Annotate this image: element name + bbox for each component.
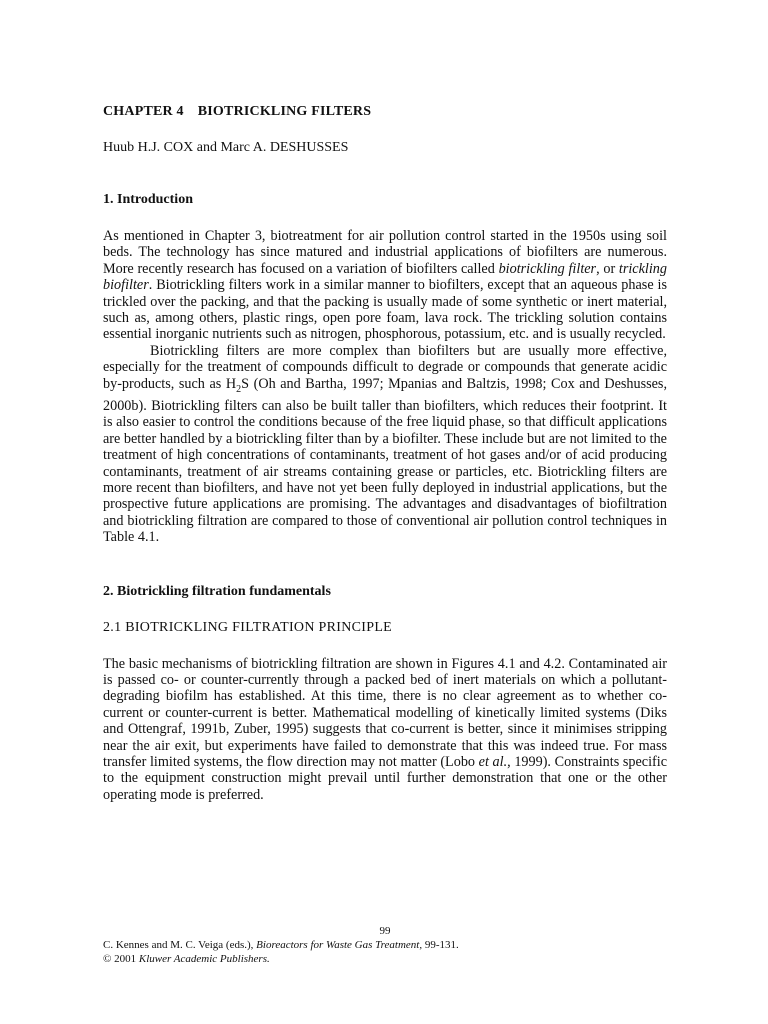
- page-number: 99: [379, 925, 391, 937]
- page-footer: [103, 924, 667, 966]
- section-heading-introduction: 1. Introduction: [103, 192, 193, 207]
- intro-paragraph-1: As mentioned in Chapter 3, biotreatment for air pollution control started in the 1950s using soil beds. The technology has since matured and industrial applications of biofilters are numerous. More recently research has focused on a variation of biofilters called biotrickling filter, or trickling biofilter. Biotrickling filters work in a similar manner to biofilters, except that an aqueous phase is trickled over the packing, and that the packing is usually made of some synthetic or inert material, such as, among others, plastic rings, open pore foam, lava rock. The trickling solution contains essential inorganic nutrients such as nitrogen, phosphorous, potassium, etc. and is usually recycled.: [103, 228, 667, 343]
- subsection-heading-principle: 2.1 BIOTRICKLING FILTRATION PRINCIPLE: [103, 619, 393, 635]
- principle-paragraph-1: The basic mechanisms of biotrickling filtration are shown in Figures 4.1 and 4.2. Contaminated air is passed co- or counter-currently through a packed bed of inert materials on which a pollutant-degrading biofilm has established. At this time, there is no clear agreement as to whether co-current or counter-current is better. Mathematical modelling of kinetically limited systems (Diks and Ottengraf, 1991b, Zuber, 1995) suggests that co-current is better, since it minimises stripping near the air exit, but experiments have failed to demonstrate that this was indeed true. For mass transfer limited systems, the flow direction may not matter (Lobo et al., 1999). Constraints specific to the equipment construction might prevail until further demonstration that one or the other operating mode is preferred.: [103, 655, 667, 803]
- chapter-number: CHAPTER 4: [103, 104, 184, 119]
- citation: C. Kennes and M. C. Veiga (eds.), Bioreactors for Waste Gas Treatment, 99-131.: [103, 939, 459, 951]
- page-body: [103, 104, 667, 803]
- intro-paragraph-2: Biotrickling filters are more complex than biofilters but are usually more effective, especially for the treatment of compounds difficult to degrade or compounds that generate acidic by-products, such as $H_2S$ (Oh and Bartha, 1997; Mpanias and Baltzis, 1998; Cox and Deshusses, 2000b). Biotrickling filters can also be built taller than biofilters, which reduces their footprint. It is also easier to control the conditions because of the free liquid phase, so that difficult applications are better handled by a biotrickling filter than by a biofilter. These include but are not limited to the treatment of high concentrations of contaminants, treatment of hot gases and/or of acid producing contaminants, treatment of air streams containing grease or particles, etc. Biotrickling filters are more recent than biofilters, and have not yet been fully deployed in industrial applications, but the prospective future applications are promising. The advantages and disadvantages of biofiltration and biotrickling filtration are compared to those of conventional air pollution control techniques in Table 4.1.: [103, 342, 667, 546]
- authors: Huub H.J. COX and Marc A. DESHUSSES: [103, 140, 349, 155]
- chapter-title: [103, 104, 667, 120]
- chapter-name: BIOTRICKLING FILTERS: [197, 104, 372, 119]
- copyright: © 2001 Kluwer Academic Publishers.: [103, 953, 270, 965]
- section-heading-fundamentals: 2. Biotrickling filtration fundamentals: [103, 583, 331, 599]
